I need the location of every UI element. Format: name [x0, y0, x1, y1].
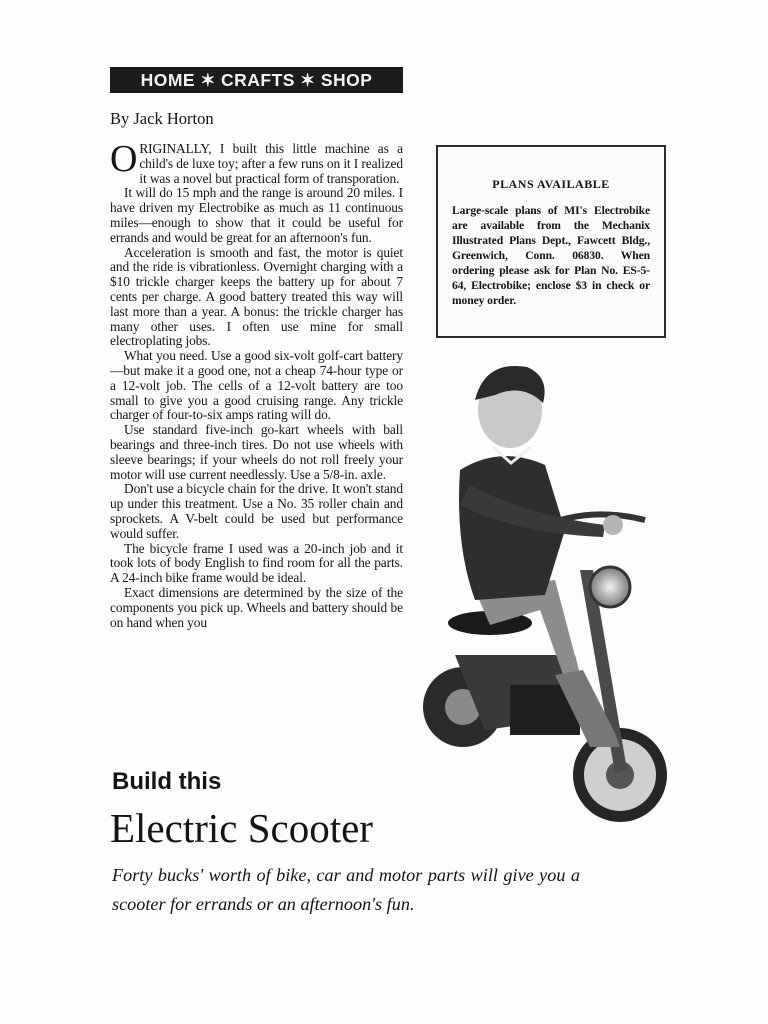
- article-paragraph: The bicycle frame I used was a 20-inch job and it took lots of body English to find room for all the parts. A 24-inch bike frame would be ideal.: [110, 540, 403, 586]
- boy-riding-scooter-photo: [415, 355, 715, 850]
- paragraph-text: RIGINALLY, I built this little machine as a child's de luxe toy; after a few runs on it I realized it was a novel but practical form of transporation.: [139, 141, 403, 186]
- article-paragraph: Exact dimensions are determined by the size of the components you pick up. Wheels and battery should be on hand when you: [110, 584, 403, 630]
- headline-deck: Forty bucks' worth of bike, car and motor parts will give you a scooter for errands or an afternoon's fun.: [112, 865, 580, 914]
- article-paragraph: What you need. Use a good six-volt golf-cart battery—but make it a good one, not a cheap 74-hour type or a 12-volt job. The cells of a 12-volt battery are too small to give you a good cruising range. Any trickle charger of four-to-six amps rating will do.: [110, 348, 403, 423]
- article-paragraph: [110, 138, 403, 186]
- plans-box-title: PLANS AVAILABLE: [492, 177, 610, 191]
- byline: By Jack Horton: [110, 109, 214, 128]
- headline-kicker: Build this: [112, 768, 222, 795]
- plans-box-text: Large-scale plans of MI's Electrobike are available from the Mechanix Illustrated Plans Dept., Fawcett Bldg., Greenwich, Conn. 06830. When ordering please ask for Plan No. ES-5-64, Electrobike; enclose $3 in check or money order.: [452, 204, 650, 307]
- article-paragraph: Don't use a bicycle chain for the drive. It won't stand up under this treatment. Use a No. 35 roller chain and sprockets. A V-belt could be used but performance would suffer.: [110, 481, 403, 541]
- plans-available-box: [436, 145, 666, 338]
- article-paragraph: It will do 15 mph and the range is around 20 miles. I have driven my Electrobike as much as 11 continuous miles—enough to show that it could be useful for errands and would be great for an afternoon's fun.: [110, 185, 403, 245]
- headline-title: Electric Scooter: [110, 805, 373, 851]
- article-body: [110, 138, 403, 630]
- article-paragraph: Acceleration is smooth and fast, the motor is quiet and the ride is vibrationless. Overnight charging with a $10 trickle charger keeps the battery up for about 7 cents per charge. A good battery treated this way will last more than a year. A bonus: the trickle charger has many other uses. I often use mine for small electroplating jobs.: [110, 244, 403, 349]
- article-paragraph: Use standard five-inch go-kart wheels with ball bearings and three-inch tires. Do not use wheels with sleeve bearings; if your wheels do not roll freely your motor will use current needlessly. Use a 5/8-in. axle.: [110, 422, 403, 482]
- section-banner: HOME ✶ CRAFTS ✶ SHOP: [110, 67, 403, 93]
- drop-cap: O: [110, 138, 138, 180]
